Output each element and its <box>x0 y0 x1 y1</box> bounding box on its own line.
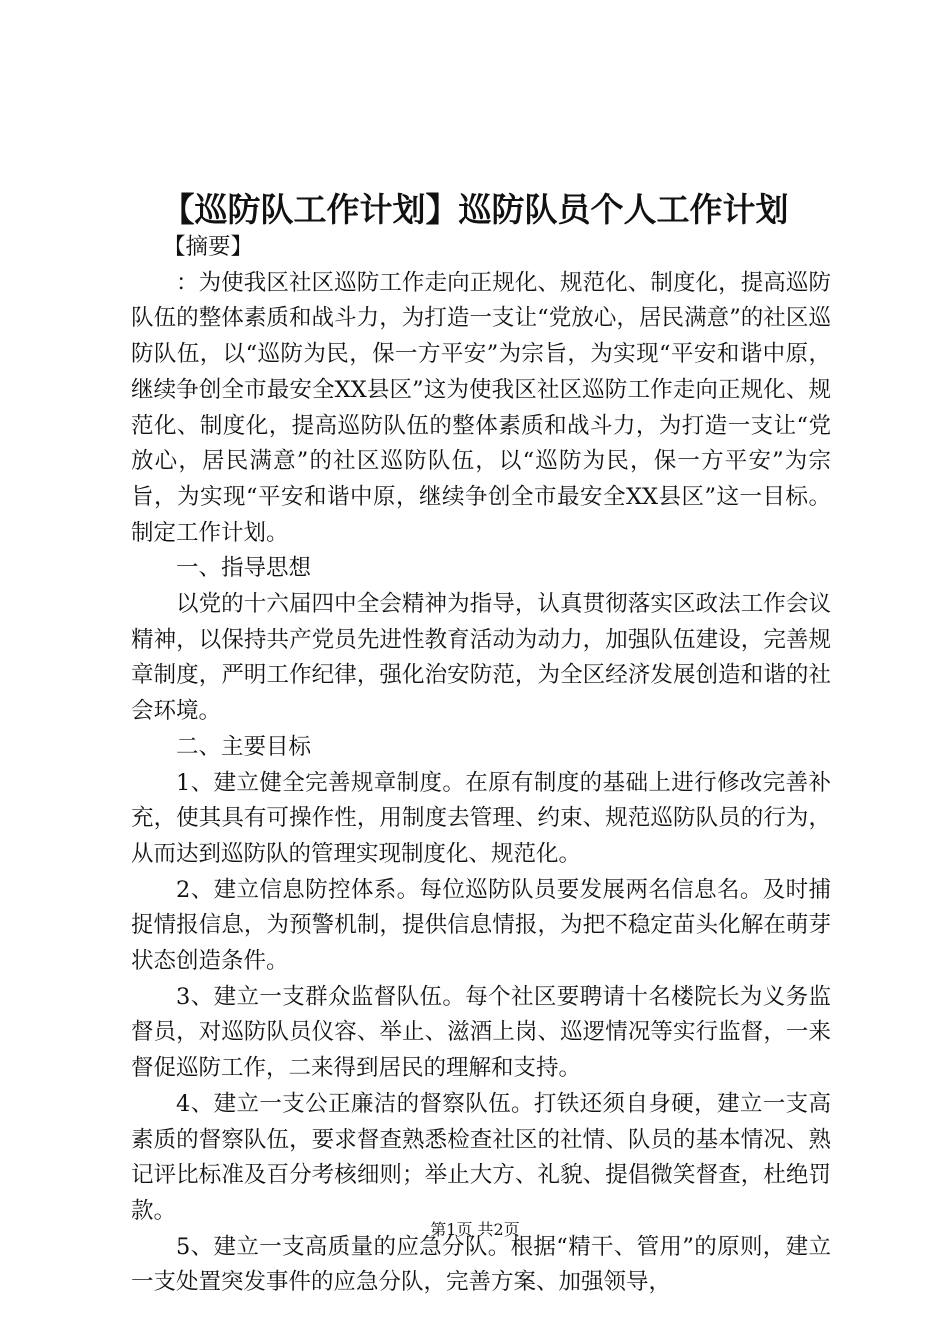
goal-item-4: 4、建立一支公正廉洁的督察队伍。打铁还须自身硬，建立一支高素质的督察队伍，要求督查熟悉检查社区的社情、队员的基本情况、熟记评比标准及百分考核细则；举止大方、礼貌、提倡微笑督查，杜绝罚款。 <box>131 1090 831 1224</box>
goal-item-1: 1、建立健全完善规章制度。在原有制度的基础上进行修改完善补充，使其具有可操作性，用制度去管理、约束、规范巡防队员的行为，从而达到巡防队的管理实现制度化、规范化。 <box>131 769 831 867</box>
document-title: 【巡防队工作计划】巡防队员个人工作计划 <box>161 190 789 229</box>
goal-item-2: 2、建立信息防控体系。每位巡防队员要发展两名信息名。及时捕捉情报信息，为预警机制，提供信息情报，为把不稳定苗头化解在萌芽状态创造条件。 <box>131 876 831 975</box>
abstract-paragraph: ：为使我区社区巡防工作走向正规化、规范化、制度化，提高巡防队伍的整体素质和战斗力，为打造一支让“党放心，居民满意”的社区巡防队伍，以“巡防为民，保一方平安”为宗旨，为实现“平安和谐中原，继续争创全市最安全XX县区”这为使我区社区巡防工作走向正规化、规范化、制度化，提高巡防队伍的整体素质和战斗力，为打造一支让“党放心，居民满意”的社区巡防队伍，以“巡防为民，保一方平安”为宗旨，为实现“平安和谐中原，继续争创全市最安全XX县区”这一目标。制定工作计划。 <box>131 269 831 546</box>
goal-item-5: 5、建立一支高质量的应急分队。根据“精干、管用”的原则，建立一支处置突发事件的应急分队，完善方案、加强领导， <box>131 1233 831 1296</box>
section-heading-guiding-ideology: 一、指导思想 <box>176 555 312 582</box>
guiding-ideology-paragraph: 以党的十六届四中全会精神为指导，认真贯彻落实区政法工作会议精神，以保持共产党员先进性教育活动为动力，加强队伍建设，完善规章制度，严明工作纪律，强化治安防范，为全区经济发展创造和谐的社会环境。 <box>131 591 831 725</box>
document-body <box>131 230 831 1301</box>
page-footer: 第1页 共2页 <box>430 1220 520 1239</box>
abstract-label: 【摘要】 <box>163 234 254 260</box>
section-heading-main-goals: 二、主要目标 <box>176 733 312 760</box>
goal-item-3: 3、建立一支群众监督队伍。每个社区要聘请十名楼院长为义务监督员，对巡防队员仪容、举止、滋酒上岗、巡逻情况等实行监督，一来督促巡防工作，二来得到居民的理解和支持。 <box>131 983 831 1082</box>
